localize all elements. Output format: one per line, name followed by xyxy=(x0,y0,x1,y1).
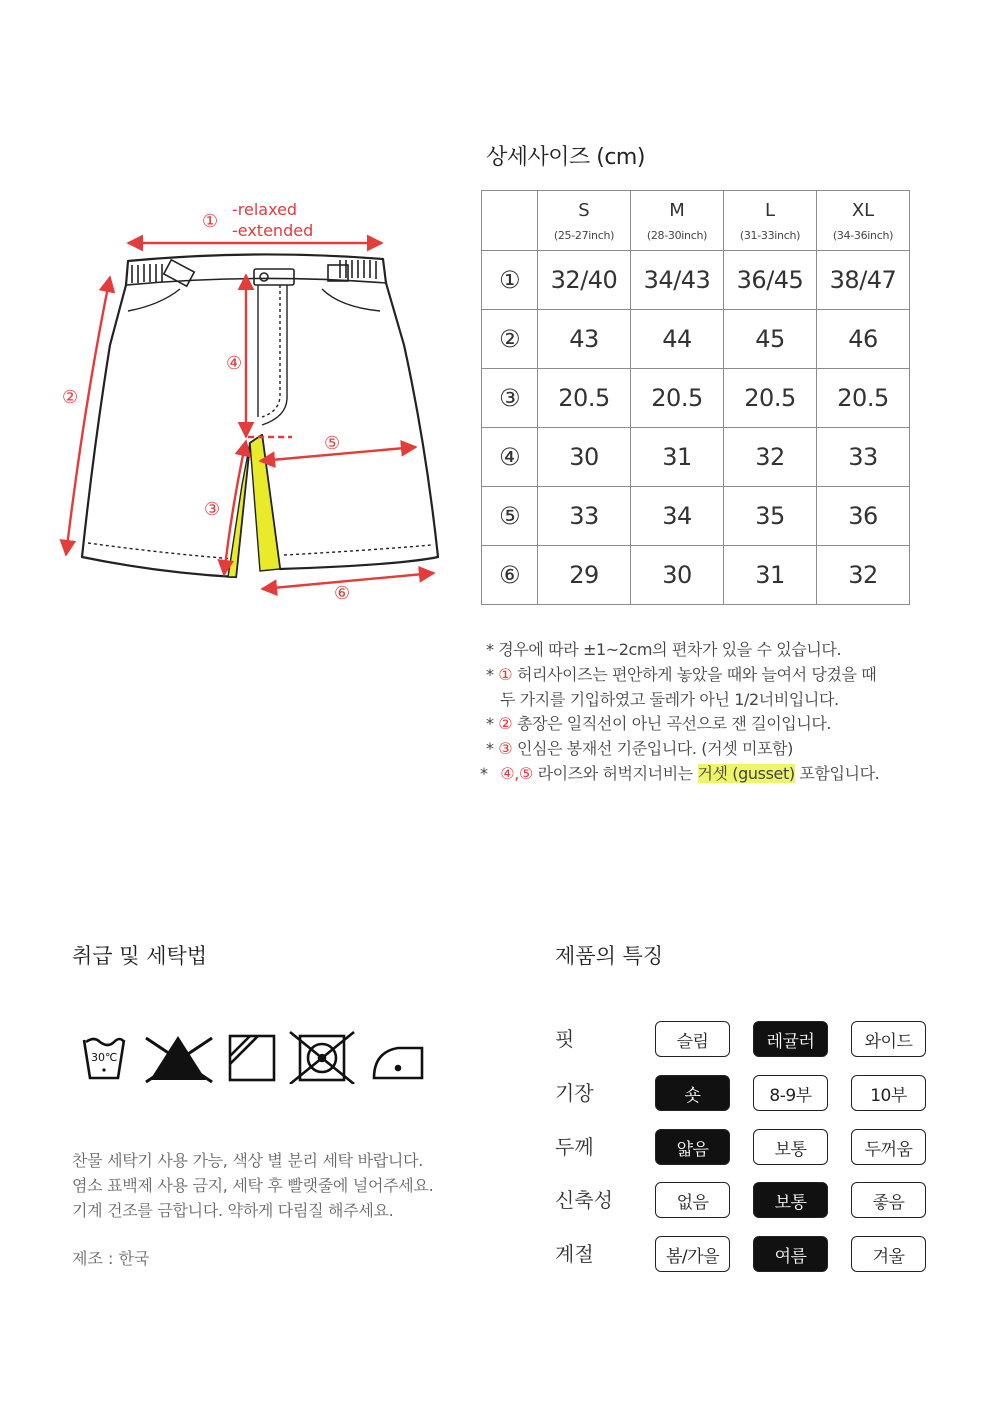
feature-option-selected: 보통 xyxy=(753,1182,828,1218)
row-number: ① xyxy=(482,251,538,310)
iron-low-icon xyxy=(374,1048,422,1078)
feature-option: 겨울 xyxy=(851,1236,926,1272)
note-number: ④,⑤ xyxy=(500,763,533,783)
table-cell: 36 xyxy=(817,487,910,546)
note-text: 총장은 일직선이 아닌 곡선으로 잰 길이입니다. xyxy=(516,714,832,734)
table-cell: 20.5 xyxy=(724,369,817,428)
table-row xyxy=(482,487,910,546)
header-size-xl: XL (34-36inch) xyxy=(817,191,910,251)
table-cell: 34/43 xyxy=(631,251,724,310)
note-text: 라이즈와 허벅지너비는 xyxy=(537,763,693,783)
note-text: 인심은 봉재선 기준입니다. (거셋 미포함) xyxy=(516,739,793,759)
feature-option: 좋음 xyxy=(851,1182,926,1218)
size-header-row xyxy=(482,191,910,251)
size-title: 상세사이즈 (cm) xyxy=(486,145,645,170)
note-length xyxy=(486,712,986,737)
feature-label: 핏 xyxy=(555,1027,575,1051)
note-number: ① xyxy=(498,664,513,684)
label-waist-extended: -extended xyxy=(232,221,314,240)
header-empty-cell xyxy=(482,191,538,251)
feature-label: 두께 xyxy=(555,1135,594,1159)
wash-30-icon xyxy=(84,1039,124,1078)
table-cell: 38/47 xyxy=(817,251,910,310)
gusset-highlight-text: 거셋 (gusset) xyxy=(697,763,795,783)
note-waist-continued: 두 가지를 기입하였고 둘레가 아닌 1/2너비입니다. xyxy=(500,689,839,709)
feature-row-season xyxy=(555,1236,935,1272)
feature-row-fit xyxy=(555,1021,935,1057)
skirt-measurement-diagram xyxy=(40,185,480,615)
feature-option: 8-9부 xyxy=(753,1075,828,1111)
features-title: 제품의 특징 xyxy=(555,944,664,968)
table-cell: 33 xyxy=(817,428,910,487)
table-cell: 32 xyxy=(817,546,910,605)
row-number: ⑥ xyxy=(482,546,538,605)
care-line: 찬물 세탁기 사용 가능, 색상 별 분리 세탁 바랍니다. xyxy=(72,1151,423,1170)
row-number: ④ xyxy=(482,428,538,487)
feature-option: 슬림 xyxy=(655,1021,730,1057)
feature-option: 10부 xyxy=(851,1075,926,1111)
size-table xyxy=(481,190,910,605)
care-icons xyxy=(82,1028,432,1084)
feature-label: 계절 xyxy=(555,1242,594,1266)
header-size-l: L (31-33inch) xyxy=(724,191,817,251)
table-cell: 45 xyxy=(724,310,817,369)
table-cell: 35 xyxy=(724,487,817,546)
table-row xyxy=(482,310,910,369)
note-star: * xyxy=(486,714,494,734)
feature-option-selected: 얇음 xyxy=(655,1129,730,1165)
row-number: ⑤ xyxy=(482,487,538,546)
table-cell: 46 xyxy=(817,310,910,369)
skirt-illustration xyxy=(40,185,480,615)
feature-option-selected: 레귤러 xyxy=(753,1021,828,1057)
table-cell: 31 xyxy=(724,546,817,605)
table-cell: 20.5 xyxy=(631,369,724,428)
care-title: 취급 및 세탁법 xyxy=(72,944,208,968)
table-cell: 44 xyxy=(631,310,724,369)
no-tumble-dry-icon xyxy=(290,1032,354,1084)
feature-row-length xyxy=(555,1075,935,1111)
note-text: 포함입니다. xyxy=(799,763,880,783)
care-line: 기계 건조를 금합니다. 약하게 다림질 해주세요. xyxy=(72,1201,394,1220)
feature-row-thickness xyxy=(555,1129,935,1165)
table-row xyxy=(482,369,910,428)
header-size-m: M (28-30inch) xyxy=(631,191,724,251)
note-number: ② xyxy=(498,714,513,734)
note-number: ③ xyxy=(498,739,513,759)
table-row xyxy=(482,428,910,487)
note-waist xyxy=(486,663,986,688)
feature-option: 없음 xyxy=(655,1182,730,1218)
label-length: ② xyxy=(62,387,79,408)
label-thigh: ⑤ xyxy=(324,433,341,454)
feature-label: 기장 xyxy=(555,1081,594,1105)
svg-text:30℃: 30℃ xyxy=(91,1051,118,1064)
feature-option: 두꺼움 xyxy=(851,1129,926,1165)
dry-flat-shade-icon xyxy=(230,1036,274,1080)
country-of-origin: 제조 : 한국 xyxy=(72,1249,150,1268)
table-cell: 30 xyxy=(538,428,631,487)
care-instructions xyxy=(72,1148,433,1223)
note-star: * xyxy=(480,763,488,783)
row-number: ③ xyxy=(482,369,538,428)
table-cell: 20.5 xyxy=(538,369,631,428)
feature-option: 보통 xyxy=(753,1129,828,1165)
feature-label: 신축성 xyxy=(555,1188,613,1212)
table-cell: 32/40 xyxy=(538,251,631,310)
note-star: * xyxy=(486,739,494,759)
note-star: * xyxy=(486,664,494,684)
care-line: 염소 표백제 사용 금지, 세탁 후 빨랫줄에 널어주세요. xyxy=(72,1176,434,1195)
feature-row-stretch xyxy=(555,1182,935,1218)
feature-option-selected: 여름 xyxy=(753,1236,828,1272)
feature-option: 와이드 xyxy=(851,1021,926,1057)
table-row xyxy=(482,546,910,605)
size-notes xyxy=(480,638,986,787)
note-text: 허리사이즈는 편안하게 놓았을 때와 늘여서 당겼을 때 xyxy=(516,664,877,684)
row-number: ② xyxy=(482,310,538,369)
note-deviation: * 경우에 따라 ±1~2cm의 편차가 있을 수 있습니다. xyxy=(486,640,842,659)
table-cell: 32 xyxy=(724,428,817,487)
label-waist-relaxed: -relaxed xyxy=(232,200,298,219)
label-hem: ⑥ xyxy=(334,583,351,604)
table-cell: 36/45 xyxy=(724,251,817,310)
table-cell: 31 xyxy=(631,428,724,487)
label-inseam: ③ xyxy=(204,499,221,520)
table-row xyxy=(482,251,910,310)
table-cell: 34 xyxy=(631,487,724,546)
table-cell: 30 xyxy=(631,546,724,605)
table-cell: 43 xyxy=(538,310,631,369)
note-inseam xyxy=(486,737,986,762)
table-cell: 20.5 xyxy=(817,369,910,428)
label-rise: ④ xyxy=(226,353,243,374)
table-cell: 29 xyxy=(538,546,631,605)
note-rise-thigh xyxy=(480,762,986,787)
table-cell: 33 xyxy=(538,487,631,546)
no-bleach-icon xyxy=(146,1036,212,1082)
feature-option: 봄/가을 xyxy=(655,1236,730,1272)
header-size-s: S (25-27inch) xyxy=(538,191,631,251)
feature-option-selected: 숏 xyxy=(655,1075,730,1111)
label-waist: ① xyxy=(202,211,219,232)
